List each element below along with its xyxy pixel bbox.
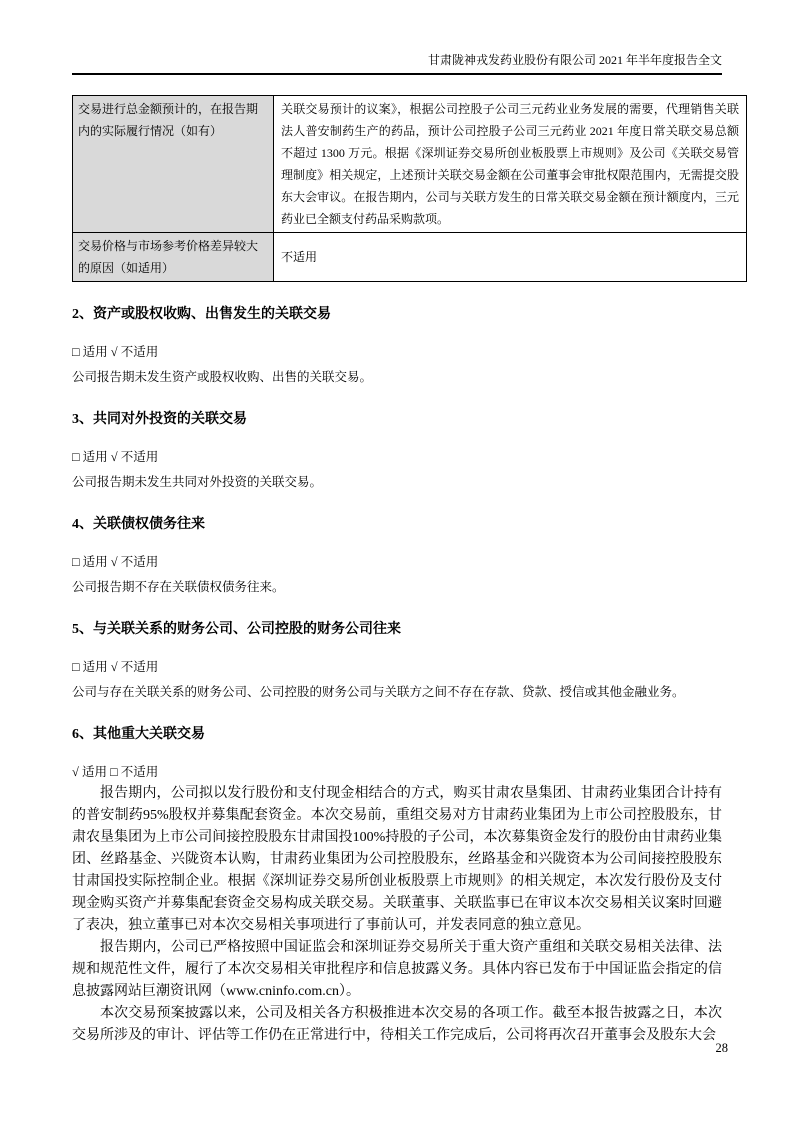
section-4 [72,515,722,597]
section-6-paragraph-3: 本次交易预案披露以来，公司及相关各方积极推进本次交易的各项工作。截至本报告披露之日，本次交易所涉及的审计、评估等工作仍在正常进行中，待相关工作完成后，公司将再次召开董事会及股东大会 [72,1006,722,1043]
section-3-applicability: □ 适用 √ 不适用 [72,450,159,464]
table-value-performance: 关联交易预计的议案》，根据公司控股子公司三元药业业务发展的需要，代理销售关联法人普安制药生产的药品，预计公司控股子公司三元药业 2021 年度日常关联交易总额不超过 1300 万元。根据《深圳证券交易所创业板股票上市规则》及公司《关联交易管理制度》相关规定，上述预计关联交易金额在公司董事会审批权限范围内，无需提交股东大会审议。在报告期内，公司与关联方发生的日常关联交易金额在预计额度内，三元药业已全额支付药品采购款项。 [274,96,747,233]
section-4-body: 公司报告期不存在关联债权债务往来。 [72,580,285,594]
section-6-body [72,783,722,1047]
table-label-price-difference: 交易价格与市场参考价格差异较大的原因（如适用） [73,233,274,282]
section-4-heading: 4、关联债权债务往来 [72,517,205,532]
table-label-performance: 交易进行总金额预计的，在报告期内的实际履行情况（如有） [73,96,274,233]
section-2 [72,305,722,387]
section-4-applicability: □ 适用 √ 不适用 [72,555,159,569]
section-5-heading: 5、与关联关系的财务公司、公司控股的财务公司往来 [72,622,401,637]
section-6-paragraph-2: 报告期内，公司已严格按照中国证监会和深圳证券交易所关于重大资产重组和关联交易相关法律、法规和规范性文件，履行了本次交易相关审批程序和信息披露义务。具体内容已发布于中国证监会指定的信息披露网站巨潮资讯网（www.cninfo.com.cn）。 [72,940,722,999]
table-row [73,233,747,282]
report-title: 甘肃陇神戎发药业股份有限公司 2021 年半年度报告全文 [427,53,722,67]
section-2-heading: 2、资产或股权收购、出售发生的关联交易 [72,307,331,322]
related-transactions-table [72,95,747,282]
section-2-applicability: □ 适用 √ 不适用 [72,345,159,359]
section-3 [72,410,722,492]
page-content [72,0,739,1047]
page-header [72,0,722,75]
section-6-paragraph-1: 报告期内，公司拟以发行股份和支付现金相结合的方式，购买甘肃农垦集团、甘肃药业集团合计持有的普安制药95%股权并募集配套资金。本次交易前，重组交易对方甘肃药业集团为上市公司控股股东，甘肃农垦集团为上市公司间接控股股东甘肃国投100%持股的子公司，本次募集资金发行的股份由甘肃药业集团、丝路基金、兴陇资本认购，甘肃药业集团为公司控股股东，丝路基金和兴陇资本为公司间接控股股东甘肃国投实际控制企业。根据《深圳证券交易所创业板股票上市规则》的相关规定，本次发行股份及支付现金购买资产并募集配套资金交易构成关联交易。关联董事、关联监事已在审议本次交易相关议案时回避了表决，独立董事已对本次交易相关事项进行了事前认可，并发表同意的独立意见。 [72,786,722,933]
table-row [73,96,747,233]
section-6-heading: 6、其他重大关联交易 [72,727,205,742]
section-3-heading: 3、共同对外投资的关联交易 [72,412,247,427]
section-6 [72,725,722,1047]
section-5-body: 公司与存在关联关系的财务公司、公司控股的财务公司与关联方之间不存在存款、贷款、授信或其他金融业务。 [72,685,685,699]
section-6-applicability: √ 适用 □ 不适用 [72,765,159,779]
page-number: 28 [715,1041,728,1055]
section-2-body: 公司报告期未发生资产或股权收购、出售的关联交易。 [72,370,373,384]
section-5 [72,620,722,702]
section-5-applicability: □ 适用 √ 不适用 [72,660,159,674]
section-3-body: 公司报告期未发生共同对外投资的关联交易。 [72,475,323,489]
table-value-price-difference: 不适用 [274,233,747,282]
